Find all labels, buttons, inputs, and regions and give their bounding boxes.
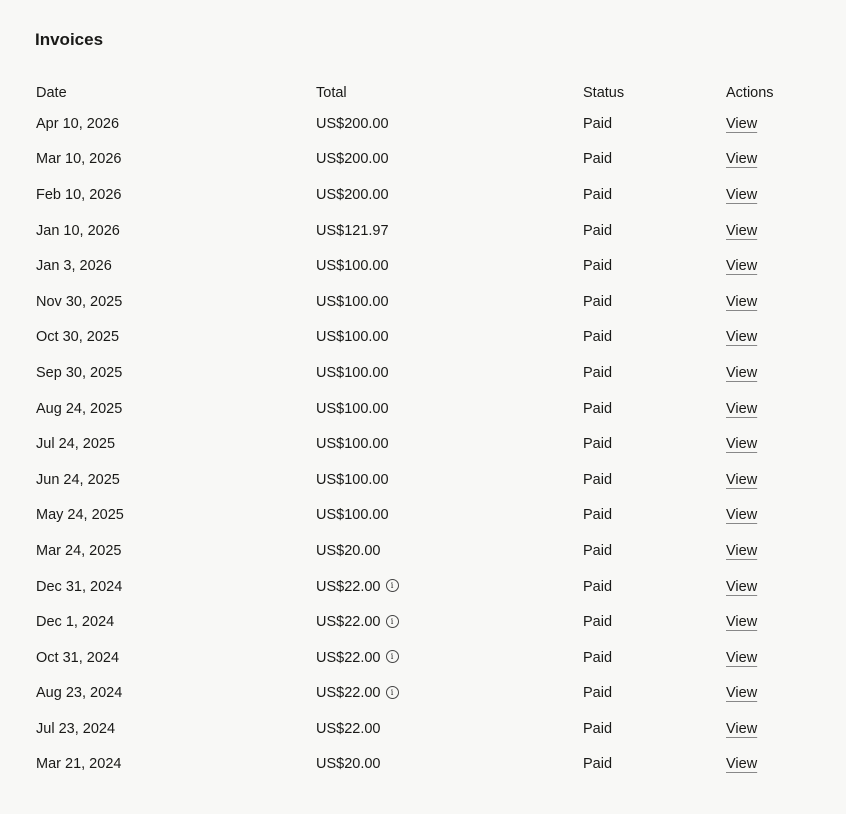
table-row [36,498,806,534]
invoice-total-cell [316,604,583,640]
table-row [36,106,806,142]
table-row [36,747,806,783]
info-icon[interactable]: i [386,579,399,592]
invoice-actions [726,640,806,676]
invoice-date: Jul 23, 2024 [36,720,116,737]
invoice-actions [726,569,806,605]
table-row [36,711,806,747]
table-row [36,213,806,249]
invoice-total: US$22.00 [316,614,381,631]
view-invoice-link[interactable]: View [726,649,758,666]
invoice-status: Paid [583,222,613,239]
invoice-total-cell [316,533,583,569]
table-row [36,426,806,462]
view-invoice-link[interactable]: View [726,364,758,381]
invoice-status: Paid [583,115,613,132]
invoice-total: US$200.00 [316,186,389,203]
invoice-actions [726,498,806,534]
invoice-total-cell [316,213,583,249]
invoice-total: US$22.00 [316,649,381,666]
invoice-date: Sep 30, 2025 [36,364,123,381]
invoice-total: US$100.00 [316,436,389,453]
table-row [36,391,806,427]
invoice-total: US$100.00 [316,329,389,346]
column-header-actions: Actions [726,85,774,101]
invoice-total: US$20.00 [316,542,381,559]
table-row [36,462,806,498]
table-header-row [36,80,806,106]
view-invoice-link[interactable]: View [726,329,758,346]
table-row [36,676,806,712]
invoice-actions [726,355,806,391]
view-invoice-link[interactable]: View [726,293,758,310]
invoice-total-cell [316,569,583,605]
invoice-status: Paid [583,542,613,559]
column-header-status: Status [583,85,625,101]
invoice-status: Paid [583,685,613,702]
invoice-actions [726,320,806,356]
invoice-total-cell [316,284,583,320]
invoice-date: Jul 24, 2025 [36,436,116,453]
view-invoice-link[interactable]: View [726,222,758,239]
invoice-status: Paid [583,756,613,773]
table-row [36,320,806,356]
table-row [36,604,806,640]
invoice-total-cell [316,142,583,178]
view-invoice-link[interactable]: View [726,578,758,595]
invoice-date: Mar 21, 2024 [36,756,122,773]
invoice-date: Oct 31, 2024 [36,649,120,666]
invoice-status: Paid [583,614,613,631]
invoice-status: Paid [583,436,613,453]
invoice-date: Mar 10, 2026 [36,151,122,168]
table-row [36,177,806,213]
view-invoice-link[interactable]: View [726,542,758,559]
view-invoice-link[interactable]: View [726,258,758,275]
invoice-actions [726,177,806,213]
table-row [36,569,806,605]
invoice-actions [726,142,806,178]
invoice-total-cell [316,676,583,712]
view-invoice-link[interactable]: View [726,614,758,631]
invoice-total: US$22.00 [316,720,381,737]
invoice-status: Paid [583,364,613,381]
column-header-total: Total [316,85,347,101]
invoice-date: Oct 30, 2025 [36,329,120,346]
invoice-status: Paid [583,578,613,595]
invoices-table [36,80,806,782]
invoice-actions [726,462,806,498]
invoice-actions [726,533,806,569]
invoice-total: US$200.00 [316,115,389,132]
invoice-actions [726,284,806,320]
invoice-total: US$100.00 [316,293,389,310]
invoice-actions [726,747,806,783]
invoice-total: US$100.00 [316,507,389,524]
invoice-status: Paid [583,400,613,417]
invoice-total-cell [316,747,583,783]
invoice-status: Paid [583,720,613,737]
invoice-total-cell [316,462,583,498]
invoice-total-cell [316,355,583,391]
view-invoice-link[interactable]: View [726,151,758,168]
invoice-status: Paid [583,186,613,203]
invoice-status: Paid [583,329,613,346]
invoice-date: Apr 10, 2026 [36,115,120,132]
table-row [36,248,806,284]
invoice-status: Paid [583,471,613,488]
invoice-total: US$100.00 [316,258,389,275]
view-invoice-link[interactable]: View [726,471,758,488]
invoice-date: Jan 3, 2026 [36,258,112,275]
invoice-total: US$200.00 [316,151,389,168]
invoice-total-cell [316,711,583,747]
table-row [36,284,806,320]
invoice-status: Paid [583,258,613,275]
invoice-date: Mar 24, 2025 [36,542,122,559]
invoice-date: Aug 23, 2024 [36,685,123,702]
invoice-actions [726,426,806,462]
invoice-total: US$22.00 [316,578,381,595]
invoice-actions [726,106,806,142]
invoice-date: Dec 1, 2024 [36,614,115,631]
invoice-total-cell [316,177,583,213]
view-invoice-link[interactable]: View [726,436,758,453]
invoice-total: US$121.97 [316,222,389,239]
invoice-actions [726,248,806,284]
invoice-status: Paid [583,649,613,666]
invoice-actions [726,213,806,249]
invoice-date: Dec 31, 2024 [36,578,123,595]
invoice-total: US$100.00 [316,400,389,417]
table-row [36,640,806,676]
invoice-total-cell [316,426,583,462]
invoice-date: Aug 24, 2025 [36,400,123,417]
invoice-status: Paid [583,151,613,168]
view-invoice-link[interactable]: View [726,400,758,417]
invoice-status: Paid [583,507,613,524]
invoice-actions [726,391,806,427]
invoice-total: US$20.00 [316,756,381,773]
invoice-actions [726,676,806,712]
info-icon[interactable]: i [386,650,399,663]
info-icon[interactable]: i [386,615,399,628]
view-invoice-link[interactable]: View [726,685,758,702]
view-invoice-link[interactable]: View [726,756,758,773]
info-icon[interactable]: i [386,686,399,699]
invoice-date: Jan 10, 2026 [36,222,120,239]
invoice-actions [726,604,806,640]
invoice-total: US$100.00 [316,471,389,488]
view-invoice-link[interactable]: View [726,507,758,524]
table-row [36,142,806,178]
invoice-total-cell [316,106,583,142]
invoice-actions [726,711,806,747]
invoice-total: US$100.00 [316,364,389,381]
invoice-date: Feb 10, 2026 [36,186,122,203]
table-row [36,533,806,569]
invoice-total-cell [316,640,583,676]
invoice-status: Paid [583,293,613,310]
invoice-total-cell [316,248,583,284]
invoice-date: Jun 24, 2025 [36,471,120,488]
table-row [36,355,806,391]
invoice-total-cell [316,391,583,427]
column-header-date: Date [36,85,67,101]
invoice-date: May 24, 2025 [36,507,124,524]
invoice-total: US$22.00 [316,685,381,702]
invoice-date: Nov 30, 2025 [36,293,123,310]
view-invoice-link[interactable]: View [726,720,758,737]
view-invoice-link[interactable]: View [726,186,758,203]
invoice-total-cell [316,320,583,356]
view-invoice-link[interactable]: View [726,115,758,132]
invoice-total-cell [316,498,583,534]
page-title: Invoices [35,30,104,49]
